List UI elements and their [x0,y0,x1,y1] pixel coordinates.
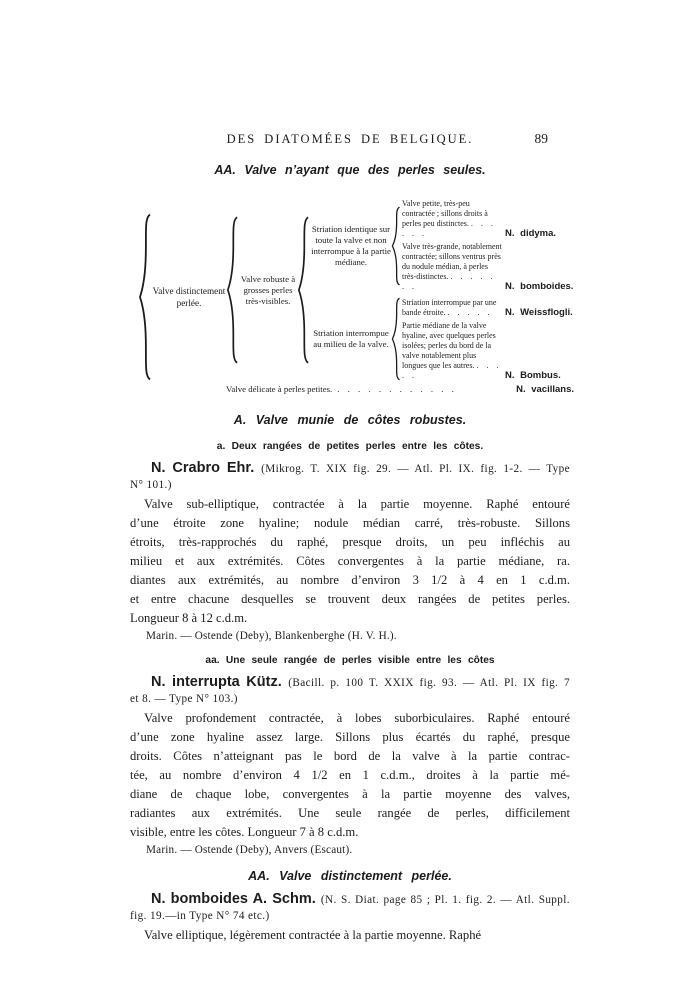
species-name: N. bomboides A. Schm. [151,891,316,907]
leaf-text: Partie médiane de la valve hyaline, avec quelques perles isolées; perles du bord de la valve notablement plus longues que les autres. [402,320,496,370]
key-label-root: Valve distinctement perlée. [152,286,226,308]
leader-dots: . . . . . . . . . . . . [337,384,455,394]
brace-icon [226,215,239,365]
leaf-text: Valve très-grande, notablement contractée; sillons ventrus près du nodule médian, à perles très-distinctes. [402,242,502,281]
species-name: N. interrupta Kütz. [151,674,282,690]
key-branch-robuste [226,199,574,381]
species-reference-continued: fig. 19.—in Type N° 74 etc.) [130,910,270,922]
text-line: radiantes aux extrémités. Une seule rangée de perles, difficilement [130,806,570,820]
species-reference-continued: N° 101.) [130,479,172,491]
leaf-description [402,199,502,239]
text-line: Longueur 8 à 12 c.d.m. [130,611,248,625]
section-heading-aa-perlee: AA. Valve distinctement perlée. [248,869,452,883]
running-head [130,132,570,147]
subsection-heading-aa: aa. Une seule rangée de perles visible entre les côtes [205,655,495,666]
species-heading-bomboides [130,890,570,908]
species-reference: (Bacill. p. 100 T. XXIX fig. 93. — Atl. Pl. IX fig. 7 [288,677,570,689]
brace-icon [391,297,401,381]
key-label-striation-identique: Striation identique sur toute la valve et non interrompue à la partie médiane. [311,223,391,267]
leader-dots: . . . . . [447,307,491,317]
species-name-bomboides: N. bomboides. [505,281,574,292]
leaf-description [402,321,502,381]
page-content [130,131,574,945]
species-reference: (N. S. Diat. page 85 ; Pl. 1. fig. 2. — Atl. Suppl. [320,894,571,906]
text-line: Valve profondement contractée, à lobes suborbiculaires. Raphé entouré [144,711,570,725]
text-line: droits. Côtes n’atteignant pas le bord de la valve à la partie contrac- [130,749,570,763]
text-line: milieu et aux extrémités. Côtes convergentes à la partie médiane, ra. [130,554,570,568]
leaf-description [402,298,502,318]
leader-dots: . . . . . [402,360,500,380]
leader-dots: . . . . . . . [402,272,494,291]
key-leaves [402,298,574,381]
dichotomous-key [138,199,574,395]
text-line: diane de chaque lobe, convergentes à la partie moyenne des valves, [130,787,570,801]
species-heading-crabro [130,459,570,477]
text-line: étroits, très-rapprochés du raphé, presque droits, un peu infléchis au [130,535,570,549]
text-line: tée, au nombre d’environ 4 1/2 en 1 c.d.m., droites à la partie mé- [130,768,570,782]
species-name-weissflogli: N. Weissflogli. [505,306,573,318]
species-heading-interrupta [130,673,570,691]
brace-icon [391,206,401,286]
key-label-striation-interrompue: Striation interrompue au milieu de la valve. [313,328,389,349]
species-reference-continued: et 8. — Type N° 103.) [130,693,238,705]
key-group-striation-interrompue [311,297,574,381]
key-leaf-vacillans [226,384,574,395]
key-label-robuste: Valve robuste à grosses perles très-visibles. [240,273,296,306]
species-name-didyma: N. didyma. [505,228,557,239]
text-line: Valve elliptique, légèrement contractée à la partie moyenne. Raphé [144,928,482,942]
page-title: DES DIATOMÉES DE BELGIQUE. [226,132,474,146]
text-line: d’une étroite zone hyaline; nodule médian carré, très-robuste. Sillons [130,516,570,530]
key-branches [226,199,574,395]
species-description-interrupta [130,709,570,842]
text-line: visible, entre les côtes. Longueur 7 à 8 c.d.m. [130,825,359,839]
section-heading-aa: AA. Valve n’ayant que des perles seules. [214,163,486,177]
key-leaf-bomboides [402,242,574,292]
section-heading-a: A. Valve munie de côtes robustes. [233,413,467,427]
text-line: diantes aux extrémités, au nombre d’environ 3 1/2 à 4 en 1 c.d.m. [130,573,570,587]
species-name-bombus: N. Bombus. [505,369,561,381]
species-reference: (Mikrog. T. XIX fig. 29. — Atl. Pl. IX. fig. 1-2. — Type [261,463,570,475]
text-line: Valve sub-elliptique, contractée à la partie moyenne. Raphé entouré [144,497,570,511]
text-line: et entre chacune desquelles se trouvent deux rangées de petites perles. [130,592,570,606]
leaf-text: Valve délicate à perles petites. [226,384,333,394]
key-striation-groups [311,199,574,381]
key-leaf-bombus [402,321,574,381]
leaf-description [402,242,502,292]
species-name: N. Crabro Ehr. [151,460,255,476]
key-leaves [402,199,574,292]
leader-dots: . . . . . . [402,219,494,238]
key-leaf-didyma [402,199,574,239]
species-description-crabro [130,495,570,628]
brace-icon [297,215,310,365]
key-group-striation-identique [311,199,574,292]
page-number: 89 [534,131,548,146]
brace-icon [138,212,152,382]
habitat-line: Marin. — Ostende (Deby), Anvers (Escaut). [146,844,353,856]
species-description-bomboides [130,926,570,945]
leaf-text: Valve petite, très-peu contractée ; sillons droits à perles peu distinctes. [402,199,488,228]
key-leaf-weissflogli [402,298,574,318]
habitat-line: Marin. — Ostende (Deby), Blankenberghe (H. V. H.). [146,630,397,642]
leaf-text: Striation interrompue par une bande étroite. [402,297,497,317]
subsection-heading-a: a. Deux rangées de petites perles entre les côtes. [216,441,484,452]
species-name-vacillans: N. vacillans. [516,384,574,395]
text-line: d’une zone hyaline assez large. Sillons plus écartés du raphé, presque [130,730,570,744]
